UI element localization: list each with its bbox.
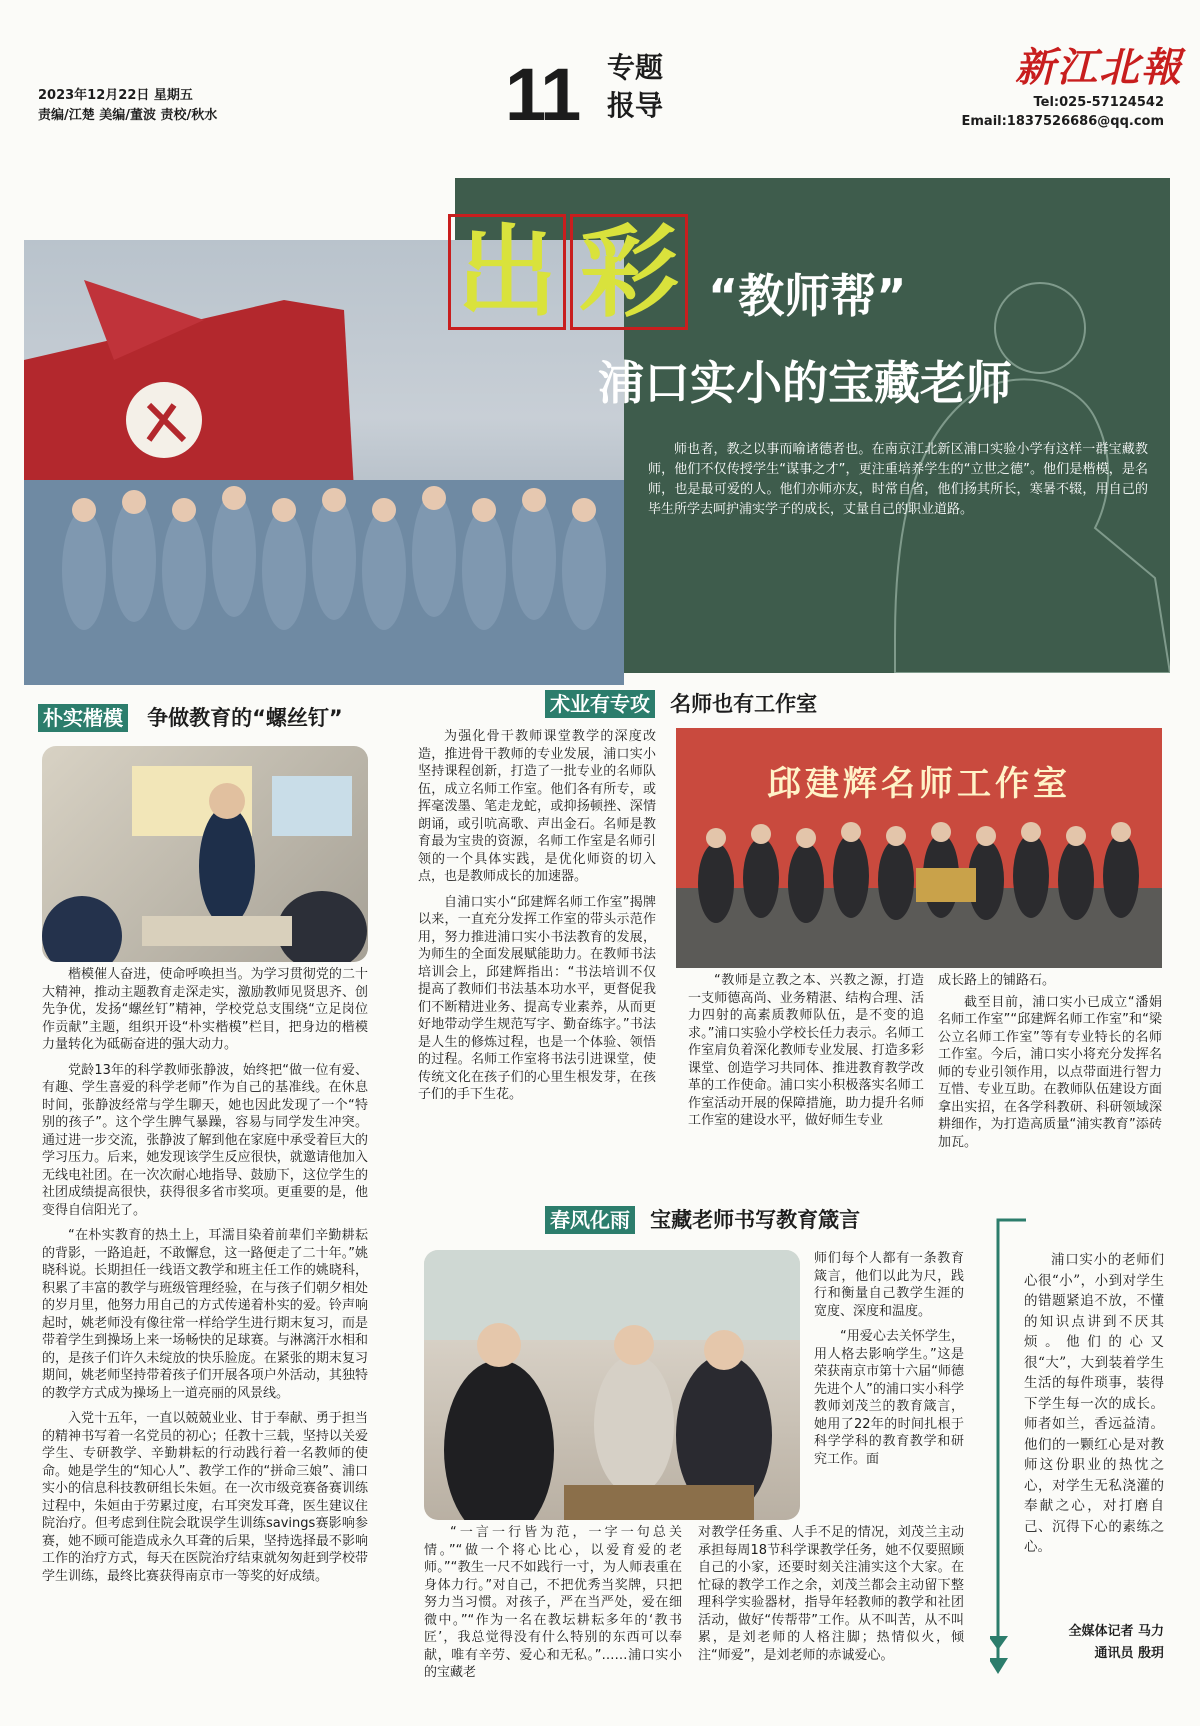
- section2-col3: [938, 972, 1162, 1151]
- section3-tag: 春风化雨: [545, 1206, 635, 1234]
- section2-title: 名师也有工作室: [670, 692, 818, 716]
- section2-heading: [545, 690, 817, 718]
- section1-heading: [38, 704, 343, 732]
- section1-title: 争做教育的“螺丝钉”: [147, 706, 343, 730]
- section3-heading: [545, 1206, 860, 1234]
- newspaper-logo: 新江北報: [1015, 44, 1183, 91]
- section1-para: “在朴实教育的热土上，耳濡目染着前辈们辛勤耕耘的背影，一路追赶，不敢懈怠，这一路便走了二十年。”姚晓科说。长期担任一线语文教学和班主任工作的姚晓科，积累了丰富的教学与班级管理经验，在与孩子们朝夕相处的岁月里，他努力用自己的方式传递着朴实的爱。铃声响起时，姚老师没有像往常一样给学生进行期末复习，而是带着学生到操场上来一场畅快的足球赛。与淋漓汗水相和的，是孩子们许久未绽放的快乐脸庞。在紧张的期末复习期间，姚老师坚持带着孩子们开展各项户外活动，其独特的教学方式成为操场上一道亮丽的风景线。: [42, 1228, 368, 1401]
- hero-title-line1: “教师帮”: [708, 269, 907, 323]
- section2-para: 为强化骨干教师课堂教学的深度改造，推进骨干教师的专业发展，浦口实小坚持课程创新，打造了一批专业的名师队伍，成立名师工作室。他们各有所专，或挥毫泼墨、笔走龙蛇，或抑扬顿挫、深情朗诵，或引吭高歌、声出金石。名师是教育最为宝贵的资源，名师工作室是名师引领的一个具体实践，是优化师资的切入点，也是教师成长的加速器。: [418, 729, 656, 884]
- sidebar-text: 浦口实小的老师们心很“小”，小到对学生的错题紧追不放，不懂的知识点讲到不厌其烦。他们的心又很“大”，大到装着学生生活的每件琐事，装得下学生每一次的成长。师者如兰，香远益清。他们的一颗红心是对教师这份职业的热忱之心，对学生无私浇灌的奉献之心，对打磨自己、沉得下心的素练之心。: [1024, 1252, 1164, 1555]
- credit-reporter: 全媒体记者 马力: [1068, 1624, 1164, 1639]
- studio-banner-text: 邱建辉名师工作室: [767, 764, 1071, 804]
- section1-para: 楷模催人奋进，使命呼唤担当。为学习贯彻党的二十大精神，推动主题教育走深走实，激励教师见贤思齐、创先争优，发扬“螺丝钉”精神，学校党总支围绕“立足岗位作贡献”主题，组织开设“朴实楷模”栏目，把身边的楷模力量转化为砥砺奋进的强大动力。: [42, 967, 368, 1052]
- studio-photo: [676, 728, 1162, 968]
- section3-bottom-left: [424, 1524, 682, 1682]
- tel-line: Tel:025-57124542: [1033, 95, 1164, 110]
- section2-tag: 术业有专攻: [545, 690, 655, 718]
- credit-correspondent: 通讯员 殷玥: [1094, 1646, 1164, 1661]
- section3-right-col: [814, 1250, 964, 1468]
- section3-para: 对教学任务重、人手不足的情况，刘茂兰主动承担每周18节科学课教学任务，她不仅要照顾自己的小家，还要时刻关注浦实这个大家。在忙碌的教学工作之余，刘茂兰都会主动留下整理科学实验器材，指导年轻教师的教学和社团活动，做好“传帮带”工作。从不叫苦，从不叫累，是刘老师的人格注脚；热情似火，倾注“师爱”，是刘老师的赤诚爱心。: [698, 1525, 964, 1663]
- section1-article: [42, 966, 368, 1585]
- calligraphy-char-2: 彩: [579, 213, 679, 331]
- email-line: Email:1837526686@qq.com: [961, 114, 1164, 129]
- calligraphy-char-1: 出: [457, 213, 557, 331]
- classroom-photo: [42, 746, 368, 962]
- section-label-2: 报导: [607, 89, 664, 122]
- section3-para: 师们每个人都有一条教育箴言，他们以此为尺，践行和衡量自己教学生涯的宽度、深度和温度。: [814, 1251, 964, 1319]
- section-label-1: 专题: [607, 51, 664, 84]
- editors-line: 责编/江楚 美编/董波 责校/秋水: [38, 108, 218, 123]
- section3-para: “一言一行皆为范，一字一句总关情。”“做一个将心比心，以爱育爱的老师。”“教生一尺不如践行一寸，为人师表重在身体力行。”对自己，不把优秀当奖牌，只把努力当习惯。对孩子，严在当严处，爱在细微中。”“作为一名在教坛耕耘多年的‘教书匠’，我总觉得没有什么特别的东西可以奉献，唯有辛劳、爱心和无私。”……浦口实小的宝藏老: [424, 1525, 682, 1680]
- section2-para: “教师是立教之本、兴教之源，打造一支师德高尚、业务精湛、结构合理、活力四射的高素质教师队伍，是不变的追求。”浦口实验小学校长任力表示。名师工作室肩负着深化教师专业发展、打造多彩课堂、创造学习共同体、推进教育教学改革的工作使命。浦口实小积极落实名师工作室活动开展的保障措施，助力提升名师工作室的建设水平，做好师生专业: [688, 973, 924, 1128]
- section3-bottom-right: [698, 1524, 964, 1664]
- page-number: 11: [505, 53, 580, 136]
- section2-para: 成长路上的铺路石。: [938, 973, 1056, 988]
- teachers-activity-photo: [424, 1250, 800, 1520]
- issue-date: 2023年12月22日 星期五: [38, 88, 193, 103]
- section1-tag: 朴实楷模: [38, 704, 128, 732]
- hero-title-line2: 浦口实小的宝藏老师: [598, 356, 1012, 410]
- section3-para: “用爱心去关怀学生，用人格去影响学生。”这是荣获南京市第十六届“师德先进个人”的浦口实小科学教师刘茂兰的教育箴言，她用了22年的时间扎根于科学学科的教育教学和研究工作。面: [814, 1329, 964, 1467]
- section2-col1: [418, 728, 656, 1104]
- section3-title: 宝藏老师书写教育箴言: [650, 1208, 861, 1232]
- section1-para: 入党十五年，一直以兢兢业业、甘于奉献、勇于担当的精神书写着一名党员的初心；任教十三载，坚持以关爱学生、专研教学、辛勤耕耘的行动践行着一名教师的使命。她是学生的“知心人”、教学工作的“拼命三娘”、浦口实小的信息科技教研组长朱姮。在一次市级竞赛备赛训练过程中，朱姮由于劳累过度，右耳突发耳聋，医生建议住院治疗。但考虑到住院会耽误学生训练savings赛影响参赛，她不顾可能造成永久耳聋的后果，坚持选择最不影响工作的治疗方式，每天在医院治疗结束就匆匆赶到学校带学生训练，最终比赛获得南京市一等奖的好成绩。: [42, 1411, 368, 1584]
- section2-para: 自浦口实小“邱建辉名师工作室”揭牌以来，一直充分发挥工作室的带头示范作用，努力推进浦口实小书法教育的发展，为师生的全面发展赋能助力。在教师书法培训会上，邱建辉指出：“书法培训不仅提高了教师们书法基本功水平，更督促我们不断精进业务、提高专业素养，从而更好地带动学生规范写字、勤奋练字。”书法是人生的修炼过程，也是一个体验、领悟的过程。名师工作室将书法引进课堂，使传统文化在孩子们的心里生根发芽，在孩子们的手下生花。: [418, 894, 656, 1102]
- section2-para: 截至目前，浦口实小已成立“潘娟名师工作室”“邱建辉名师工作室”和“梁公立名师工作室”等有专业特长的名师工作室。今后，浦口实小将充分发挥名师的专业引领作用，以点带面进行智力互惜、专业互助。在教师队伍建设方面拿出实招，在各学科教研、科研领域深耕细作，为打造高质量“浦实教育”添砖加瓦。: [938, 994, 1162, 1150]
- section2-col2: [688, 972, 924, 1130]
- section1-para: 党龄13年的科学教师张静波，始终把“做一位有爱、有趣、学生喜爱的科学老师”作为自己的基准线。在休息时间，张静波经常与学生聊天，她也因此发现了一个“特别的孩子”。这个学生脾气暴躁，容易与同学发生冲突。通过进一步交流，张静波了解到他在家庭中承受着巨大的学习压力。后来，她发现该学生反应很快，就邀请他加入无线电社团。在一次次耐心地指导、鼓励下，这位学生的社团成绩提高很快，获得很多省市奖项。更重要的是，他变得自信阳光了。: [42, 1062, 368, 1218]
- hero-intro: 师也者，教之以事而喻诸德者也。在南京江北新区浦口实验小学有这样一群宝藏教师，他们不仅传授学生“谋事之才”，更注重培养学生的“立世之德”。他们是楷模，是名师，也是最可爱的人。他们亦师亦友，时常自省，他们扬其所长，寒暑不辍，用自己的毕生所学去呵护浦实学子的成长，丈量自己的职业道路。: [648, 442, 1148, 517]
